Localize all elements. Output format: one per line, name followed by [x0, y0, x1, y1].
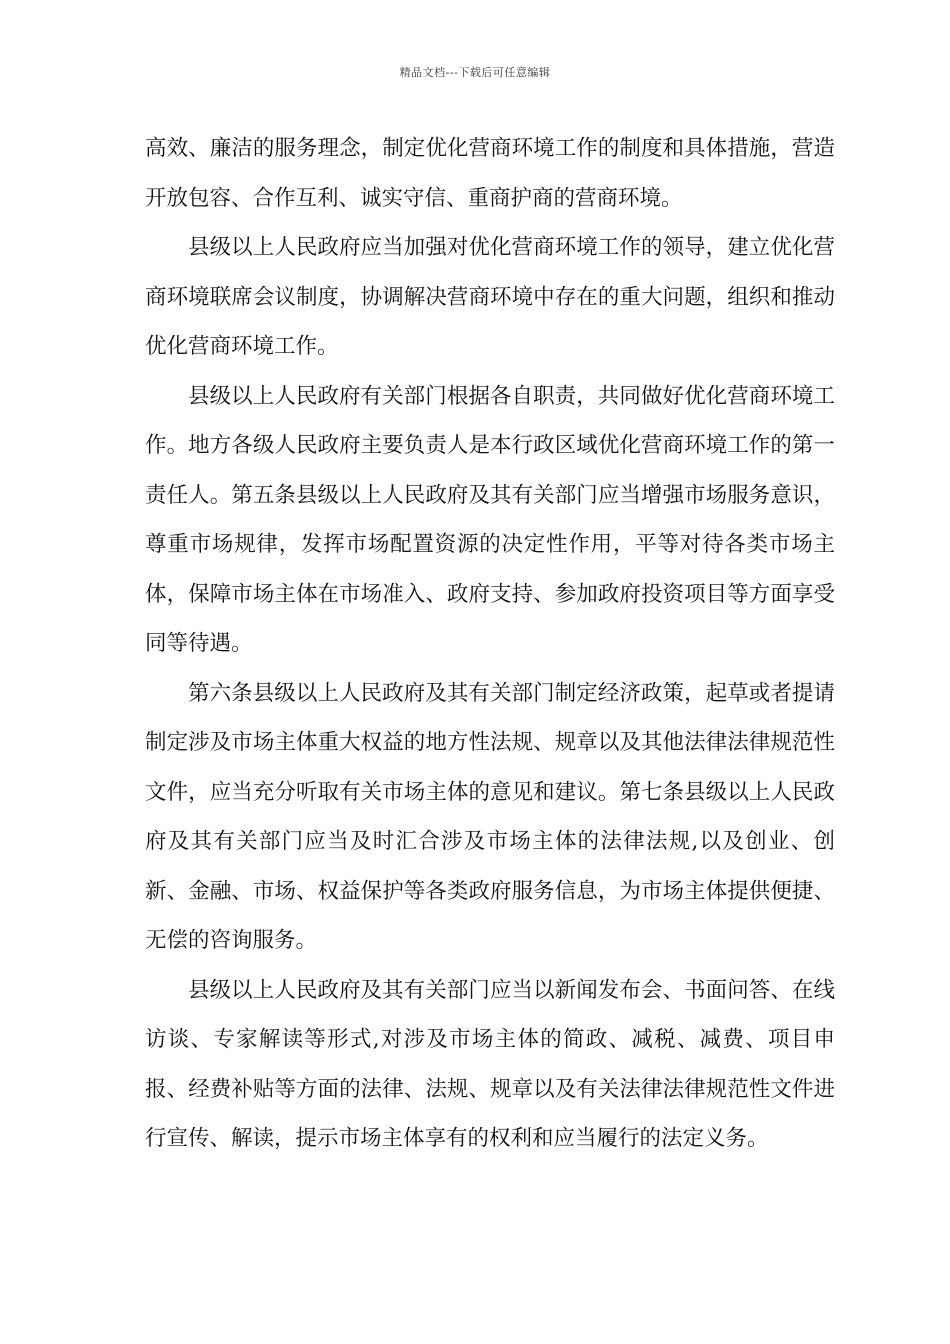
- page-header: 精品文档---下载后可任意编辑: [399, 66, 551, 79]
- document-body: [145, 124, 835, 1164]
- paragraph-4: 第六条县级以上人民政府及其有关部门制定经济政策，起草或者提请制定涉及市场主体重大权益的地方性法规、规章以及其他法律法律规范性文件，应当充分听取有关市场主体的意见和建议。第七条县级以上人民政府及其有关部门应当及时汇合涉及市场主体的法律法规,以及创业、创新、金融、市场、权益保护等各类政府服务信息，为市场主体提供便捷、无偿的咨询服务。: [145, 680, 835, 953]
- paragraph-1: 高效、廉洁的服务理念，制定优化营商环境工作的制度和具体措施，营造开放包容、合作互利、诚实守信、重商护商的营商环境。: [145, 136, 835, 211]
- paragraph-5: 县级以上人民政府及其有关部门应当以新闻发布会、书面问答、在线访谈、专家解读等形式,对涉及市场主体的简政、减税、减费、项目申报、经费补贴等方面的法律、法规、规章以及有关法律法律规范性文件进行宣传、解读，提示市场主体享有的权利和应当履行的法定义务。: [145, 977, 835, 1151]
- paragraph-3: 县级以上人民政府有关部门根据各自职责，共同做好优化营商环境工作。地方各级人民政府主要负责人是本行政区域优化营商环境工作的第一责任人。第五条县级以上人民政府及其有关部门应当增强市场服务意识，尊重市场规律，发挥市场配置资源的决定性作用，平等对待各类市场主体，保障市场主体在市场准入、政府支持、参加政府投资项目等方面享受同等待遇。: [145, 383, 835, 656]
- paragraph-2: 县级以上人民政府应当加强对优化营商环境工作的领导，建立优化营商环境联席会议制度，协调解决营商环境中存在的重大问题，组织和推动优化营商环境工作。: [145, 235, 835, 359]
